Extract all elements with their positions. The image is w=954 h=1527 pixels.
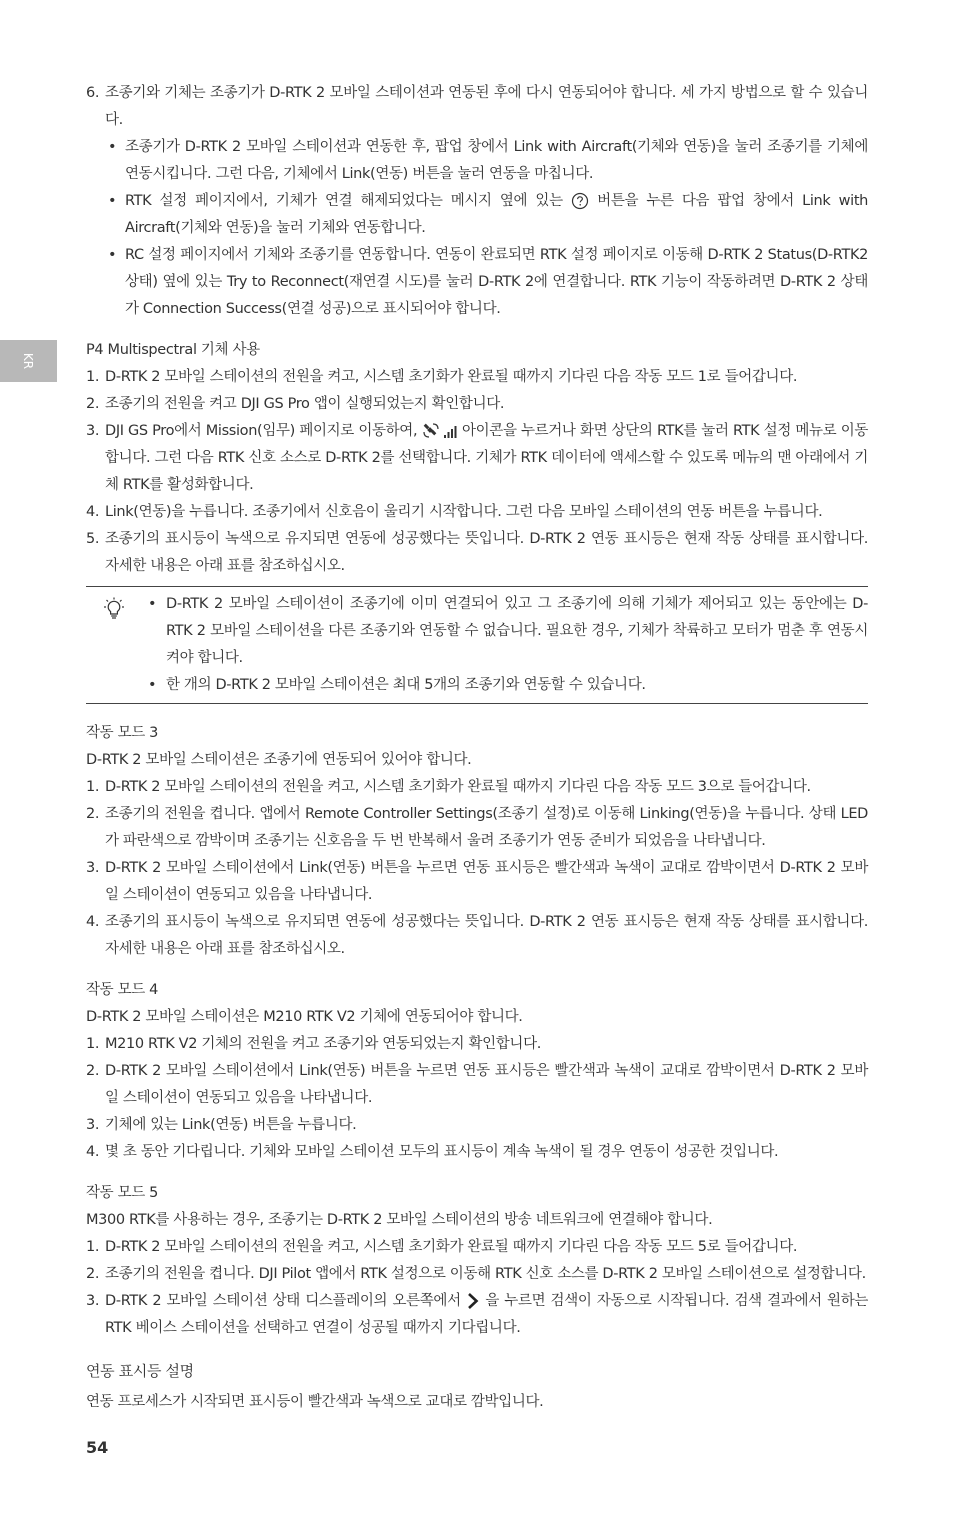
bullet-dot: • bbox=[108, 247, 117, 263]
tip-bullet-2 bbox=[86, 672, 868, 699]
step-number: 4. bbox=[86, 504, 100, 520]
indicator-text: 연동 프로세스가 시작되면 표시등이 빨간색과 녹색으로 교대로 깜박입니다. bbox=[86, 1394, 544, 1410]
mode-5-intro: M300 RTK를 사용하는 경우, 조종기는 D-RTK 2 모바일 스테이션의 방송 네트워크에 연결해야 합니다. bbox=[86, 1212, 713, 1228]
bullet-dot: • bbox=[148, 596, 157, 612]
bullet-text: RC 설정 페이지에서 기체와 조종기를 연동합니다. 연동이 완료되면 RTK 설정 페이지로 이동해 D-RTK 2 Status(D-RTK2 상태) 옆에 있는 Try to Reconnect(재연결 시도)를 눌러 D-RTK 2에 연결합니다. RTK 기능이 작동하려면 D-RTK 2 상태가 Connection Success(연결 성공)으로 표시되어야 합니다. bbox=[125, 247, 868, 317]
step-number: 5. bbox=[86, 531, 100, 547]
satellite-signal-icon bbox=[422, 422, 458, 440]
mode-3-step-1 bbox=[86, 774, 868, 801]
step-number: 2. bbox=[86, 1063, 100, 1079]
step-number: 3. bbox=[86, 1293, 100, 1309]
chevron-right-icon bbox=[466, 1292, 480, 1310]
bullet-dot: • bbox=[108, 139, 117, 155]
page-number: 54 bbox=[86, 1438, 109, 1457]
step-text: D-RTK 2 모바일 스테이션의 전원을 켜고, 시스템 초기화가 완료될 때까지 기다린 다음 작동 모드 3으로 들어갑니다. bbox=[105, 779, 811, 795]
p4-step-3 bbox=[86, 418, 868, 499]
spacer bbox=[86, 704, 868, 720]
step-text: D-RTK 2 모바일 스테이션의 전원을 켜고, 시스템 초기화가 완료될 때까지 기다린 다음 작동 모드 5로 들어갑니다. bbox=[105, 1239, 798, 1255]
step-text: 조종기의 표시등이 녹색으로 유지되면 연동에 성공했다는 뜻입니다. D-RTK 2 연동 표시등은 현재 작동 상태를 표시합니다. 자세한 내용은 아래 표를 참조하십시오. bbox=[105, 531, 868, 574]
step-text: 조종기의 전원을 켭니다. DJI Pilot 앱에서 RTK 설정으로 이동해 RTK 신호 소스를 D-RTK 2 모바일 스테이션으로 설정합니다. bbox=[105, 1266, 866, 1282]
step-text: D-RTK 2 모바일 스테이션의 전원을 켜고, 시스템 초기화가 완료될 때까지 기다린 다음 작동 모드 1로 들어갑니다. bbox=[105, 369, 798, 385]
section-title-mode-5: 작동 모드 5 bbox=[86, 1185, 159, 1201]
step-number: 3. bbox=[86, 423, 100, 439]
side-language-tab bbox=[0, 340, 57, 382]
step-number: 2. bbox=[86, 1266, 100, 1282]
p4-step-1 bbox=[86, 364, 868, 391]
step-number: 2. bbox=[86, 396, 100, 412]
step-number: 1. bbox=[86, 1036, 100, 1052]
side-tab-label: KR bbox=[21, 352, 36, 370]
bullet-dot: • bbox=[148, 677, 157, 693]
step-text-before: DJI GS Pro에서 Mission(임무) 페이지로 이동하여, bbox=[105, 423, 418, 439]
bullet-text: 한 개의 D-RTK 2 모바일 스테이션은 최대 5개의 조종기와 연동할 수 있습니다. bbox=[166, 677, 646, 693]
step-6 bbox=[86, 80, 868, 134]
mode-3-step-3 bbox=[86, 855, 868, 909]
step-text: 조종기의 전원을 켭니다. 앱에서 Remote Controller Settings(조종기 설정)로 이동해 Linking(연동)을 누릅니다. 상태 LED가 파란색으로 깜박이며 조종기는 신호음을 두 번 반복해서 울려 조종기가 연동 준비가 되었음을 나타냅니다. bbox=[105, 806, 868, 849]
section-title-mode-4: 작동 모드 4 bbox=[86, 982, 159, 998]
step-6-bullet-3 bbox=[86, 242, 868, 323]
step-number: 6. bbox=[86, 85, 100, 101]
mode-3-intro: D-RTK 2 모바일 스테이션은 조종기에 연동되어 있어야 합니다. bbox=[86, 752, 472, 768]
mode-4-step-4 bbox=[86, 1139, 868, 1166]
bullet-dot: • bbox=[108, 193, 117, 209]
p4-step-5 bbox=[86, 526, 868, 580]
step-6-bullet-1 bbox=[86, 134, 868, 188]
step-text-after: 을 누르면 검색이 자동으로 시작됩니다. 검색 결과에서 원하는 RTK 베이스 스테이션을 선택하고 연결이 성공될 때까지 기다립니다. bbox=[105, 1293, 869, 1336]
step-text: 기체에 있는 Link(연동) 버튼을 누릅니다. bbox=[105, 1117, 357, 1133]
tip-box bbox=[86, 586, 868, 704]
bullet-text: D-RTK 2 모바일 스테이션이 조종기에 이미 연결되어 있고 그 조종기에 의해 기체가 제어되고 있는 동안에는 D-RTK 2 모바일 스테이션을 다른 조종기와 연동할 수 없습니다. 필요한 경우, 기체가 착륙하고 모터가 멈춘 후 연동시켜야 합니다. bbox=[166, 596, 868, 666]
mode-5-step-3 bbox=[86, 1288, 868, 1342]
section-title-mode-3: 작동 모드 3 bbox=[86, 725, 159, 741]
help-question-icon bbox=[571, 192, 589, 210]
step-number: 1. bbox=[86, 369, 100, 385]
step-text: 조종기의 전원을 켜고 DJI GS Pro 앱이 실행되었는지 확인합니다. bbox=[105, 396, 505, 412]
mode-5-step-1 bbox=[86, 1234, 868, 1261]
mode-4-intro: D-RTK 2 모바일 스테이션은 M210 RTK V2 기체에 연동되어야 합니다. bbox=[86, 1009, 523, 1025]
step-text: Link(연동)을 누릅니다. 조종기에서 신호음이 울리기 시작합니다. 그런 다음 모바일 스테이션의 연동 버튼을 누릅니다. bbox=[105, 504, 823, 520]
step-text: D-RTK 2 모바일 스테이션에서 Link(연동) 버튼을 누르면 연동 표시등은 빨간색과 녹색이 교대로 깜박이면서 D-RTK 2 모바일 스테이션이 연동되고 있음을 나타냅니다. bbox=[105, 1063, 868, 1106]
step-number: 3. bbox=[86, 860, 100, 876]
bullet-text-before: RTK 설정 페이지에서, 기체가 연결 해제되었다는 메시지 옆에 있는 bbox=[125, 193, 563, 209]
step-number: 2. bbox=[86, 806, 100, 822]
section-title-indicator: 연동 표시등 설명 bbox=[86, 1362, 194, 1380]
mode-4-step-3 bbox=[86, 1112, 868, 1139]
page-content bbox=[86, 80, 868, 1416]
step-number: 4. bbox=[86, 1144, 100, 1160]
step-text: M210 RTK V2 기체의 전원을 켜고 조종기와 연동되었는지 확인합니다. bbox=[105, 1036, 542, 1052]
mode-3-step-4 bbox=[86, 909, 868, 963]
mode-4-step-1 bbox=[86, 1031, 868, 1058]
section-title-p4: P4 Multispectral 기체 사용 bbox=[86, 342, 260, 358]
step-text: 조종기와 기체는 조종기가 D-RTK 2 모바일 스테이션과 연동된 후에 다시 연동되어야 합니다. 세 가지 방법으로 할 수 있습니다. bbox=[105, 85, 868, 128]
step-text: D-RTK 2 모바일 스테이션에서 Link(연동) 버튼을 누르면 연동 표시등은 빨간색과 녹색이 교대로 깜박이면서 D-RTK 2 모바일 스테이션이 연동되고 있음을 나타냅니다. bbox=[105, 860, 868, 903]
step-text: 조종기의 표시등이 녹색으로 유지되면 연동에 성공했다는 뜻입니다. D-RTK 2 연동 표시등은 현재 작동 상태를 표시합니다. 자세한 내용은 아래 표를 참조하십시오. bbox=[105, 914, 868, 957]
p4-step-2 bbox=[86, 391, 868, 418]
bullet-text: 조종기가 D-RTK 2 모바일 스테이션과 연동한 후, 팝업 창에서 Link with Aircraft(기체와 연동)을 눌러 조종기를 기체에 연동시킵니다. 그런 다음, 기체에서 Link(연동) 버튼을 눌러 연동을 마칩니다. bbox=[125, 139, 868, 182]
bullet-text-after: 버튼을 누른 다음 팝업 창에서 Link with Aircraft(기체와 연동)을 눌러 기체와 연동합니다. bbox=[125, 193, 868, 236]
step-number: 3. bbox=[86, 1117, 100, 1133]
step-number: 1. bbox=[86, 779, 100, 795]
step-number: 4. bbox=[86, 914, 100, 930]
step-text: 몇 초 동안 기다립니다. 기체와 모바일 스테이션 모두의 표시등이 계속 녹색이 될 경우 연동이 성공한 것입니다. bbox=[105, 1144, 779, 1160]
mode-4-step-2 bbox=[86, 1058, 868, 1112]
mode-5-step-2 bbox=[86, 1261, 868, 1288]
step-6-bullet-2 bbox=[86, 188, 868, 242]
mode-3-step-2 bbox=[86, 801, 868, 855]
p4-step-4 bbox=[86, 499, 868, 526]
step-text-before: D-RTK 2 모바일 스테이션 상태 디스플레이의 오른쪽에서 bbox=[105, 1293, 461, 1309]
tip-bullet-1 bbox=[86, 591, 868, 672]
step-text-after: 아이콘을 누르거나 화면 상단의 RTK를 눌러 RTK 설정 메뉴로 이동합니다. 그런 다음 RTK 신호 소스로 D-RTK 2를 선택합니다. 기체가 RTK 데이터에 액세스할 수 있도록 메뉴의 맨 아래에서 기체 RTK를 활성화합니다. bbox=[105, 423, 869, 493]
step-number: 1. bbox=[86, 1239, 100, 1255]
